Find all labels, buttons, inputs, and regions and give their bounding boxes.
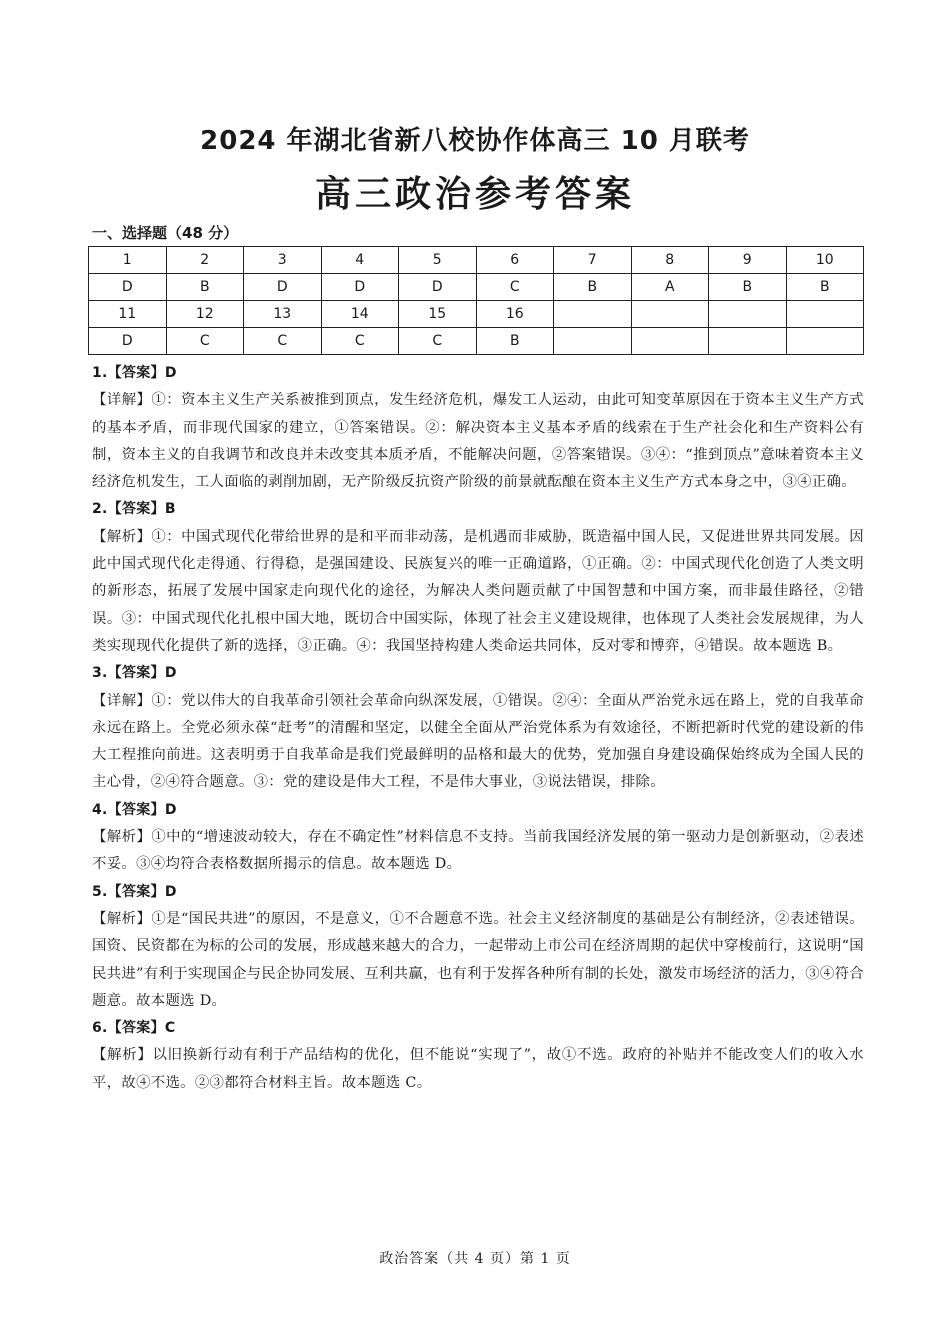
answer-heading: 4.【答案】D: [92, 801, 177, 818]
question-number-cell: 16: [476, 301, 554, 328]
explanation-text: 【详解】①：党以伟大的自我革命引领社会革命向纵深发展，①错误。②④：全面从严治党永远在路上，党的自我革命永远在路上。全党必须永葆“赶考”的清醒和坚定，以健全全面从严治党体系为有效途径，不断把新时代党的建设新的伟大工程推向前进。这表明勇于自我革命是我们党最鲜明的品格和最大的优势，党加强自身建设确保始终成为全国人民的主心骨，②④符合题意。③：党的建设是伟大工程，不是伟大事业，③说法错误，排除。: [92, 692, 864, 791]
section-heading: 一、选择题（48 分）: [92, 224, 239, 242]
answer-cell: C: [244, 328, 322, 355]
question-number-cell: 3: [244, 247, 322, 274]
question-3: [92, 660, 864, 796]
answer-cell: [786, 328, 864, 355]
question-number-cell: 6: [476, 247, 554, 274]
answer-cell: [554, 328, 632, 355]
question-number-row: [89, 301, 864, 328]
answer-cell: B: [786, 274, 864, 301]
answer-cell: D: [89, 328, 167, 355]
answer-heading: 2.【答案】B: [92, 501, 176, 518]
explanation-text: 【详解】①：资本主义生产关系被推到顶点，发生经济危机，爆发工人运动，由此可知变革原因在于资本主义生产方式的基本矛盾，而非现代国家的建立，①答案错误。②：解决资本主义基本矛盾的线索在于生产社会化和生产资料公有制，资本主义的自我调节和改良并未改变其本质矛盾，不能解决问题，②答案错误。③④：“推到顶点”意味着资本主义经济危机发生，工人面临的剥削加剧，无产阶级反抗资产阶级的前景就酝酿在资本主义生产方式本身之中，③④正确。: [92, 392, 864, 491]
question-number-cell: 12: [166, 301, 244, 328]
answer-row: [89, 274, 864, 301]
question-number-cell: [709, 301, 787, 328]
question-number-cell: [554, 301, 632, 328]
answer-cell: D: [89, 274, 167, 301]
question-number-cell: 11: [89, 301, 167, 328]
question-4: [92, 797, 864, 879]
answer-heading: 3.【答案】D: [92, 665, 177, 682]
answer-cell: C: [321, 328, 399, 355]
answer-cell: B: [166, 274, 244, 301]
answer-heading: 5.【答案】D: [92, 883, 177, 900]
exam-title: 2024 年湖北省新八校协作体高三 10 月联考: [200, 126, 750, 156]
answer-cell: B: [476, 328, 554, 355]
question-number-cell: 4: [321, 247, 399, 274]
answer-heading: 6.【答案】C: [92, 1020, 176, 1037]
question-number-cell: 13: [244, 301, 322, 328]
answer-cell: B: [554, 274, 632, 301]
explanation-text: 【解析】以旧换新行动有利于产品结构的优化，但不能说“实现了”，故①不选。政府的补贴并不能改变人们的收入水平，故④不选。②③都符合材料主旨。故本题选 C。: [92, 1047, 864, 1091]
question-number-cell: 2: [166, 247, 244, 274]
answer-cell: B: [709, 274, 787, 301]
question-number-cell: 9: [709, 247, 787, 274]
question-number-cell: 10: [786, 247, 864, 274]
question-number-cell: 5: [399, 247, 477, 274]
question-number-cell: [631, 301, 709, 328]
answer-cell: D: [321, 274, 399, 301]
page-footer: 政治答案（共 4 页）第 1 页: [379, 1251, 571, 1267]
answer-row: [89, 328, 864, 355]
document-title: 高三政治参考答案: [314, 174, 635, 215]
answer-cell: C: [166, 328, 244, 355]
answer-table: [88, 246, 864, 355]
question-number-cell: 14: [321, 301, 399, 328]
answer-cell: D: [244, 274, 322, 301]
explanation-text: 【解析】①中的“增速波动较大，存在不确定性”材料信息不支持。当前我国经济发展的第一驱动力是创新驱动，②表述不妥。③④均符合表格数据所揭示的信息。故本题选 D。: [92, 829, 864, 873]
answer-heading: 1.【答案】D: [92, 365, 177, 381]
answer-cell: A: [631, 274, 709, 301]
explanation-text: 【解析】①是“国民共进”的原因，不是意义，①不合题意不选。社会主义经济制度的基础是公有制经济，②表述错误。国资、民资都在为标的公司的发展，形成越来越大的合力，一起带动上市公司在经济周期的起伏中穿梭前行，这说明“国民共进”有利于实现国企与民企协同发展、互利共赢，也有利于发挥各种所有制的长处，激发市场经济的活力，③④符合题意。故本题选 D。: [92, 910, 864, 1009]
question-number-cell: [786, 301, 864, 328]
answer-cell: C: [399, 328, 477, 355]
question-number-cell: 1: [89, 247, 167, 274]
explanation-text: 【解析】①：中国式现代化带给世界的是和平而非动荡，是机遇而非威胁，既造福中国人民，又促进世界共同发展。因此中国式现代化走得通、行得稳，是强国建设、民族复兴的唯一正确道路，①正确。②：中国式现代化创造了人类文明的新形态，拓展了发展中国家走向现代化的途径，为解决人类问题贡献了中国智慧和中国方案，而非最佳路径，②错误。③：中国式现代化扎根中国大地，既切合中国实际，体现了社会主义建设规律，也体现了人类社会发展规律，为人类实现现代化提供了新的选择，③正确。④：我国坚持构建人类命运共同体，反对零和博弈，④错误。故本题选 B。: [92, 528, 864, 654]
answer-cell: [631, 328, 709, 355]
answer-cell: C: [476, 274, 554, 301]
question-6: [92, 1015, 864, 1097]
question-5: [92, 879, 864, 1015]
explanations: [92, 360, 864, 1097]
answer-cell: D: [399, 274, 477, 301]
question-number-cell: 15: [399, 301, 477, 328]
question-2: [92, 496, 864, 660]
question-number-cell: 7: [554, 247, 632, 274]
answer-cell: [709, 328, 787, 355]
question-number-cell: 8: [631, 247, 709, 274]
question-number-row: [89, 247, 864, 274]
question-1: [92, 360, 864, 496]
